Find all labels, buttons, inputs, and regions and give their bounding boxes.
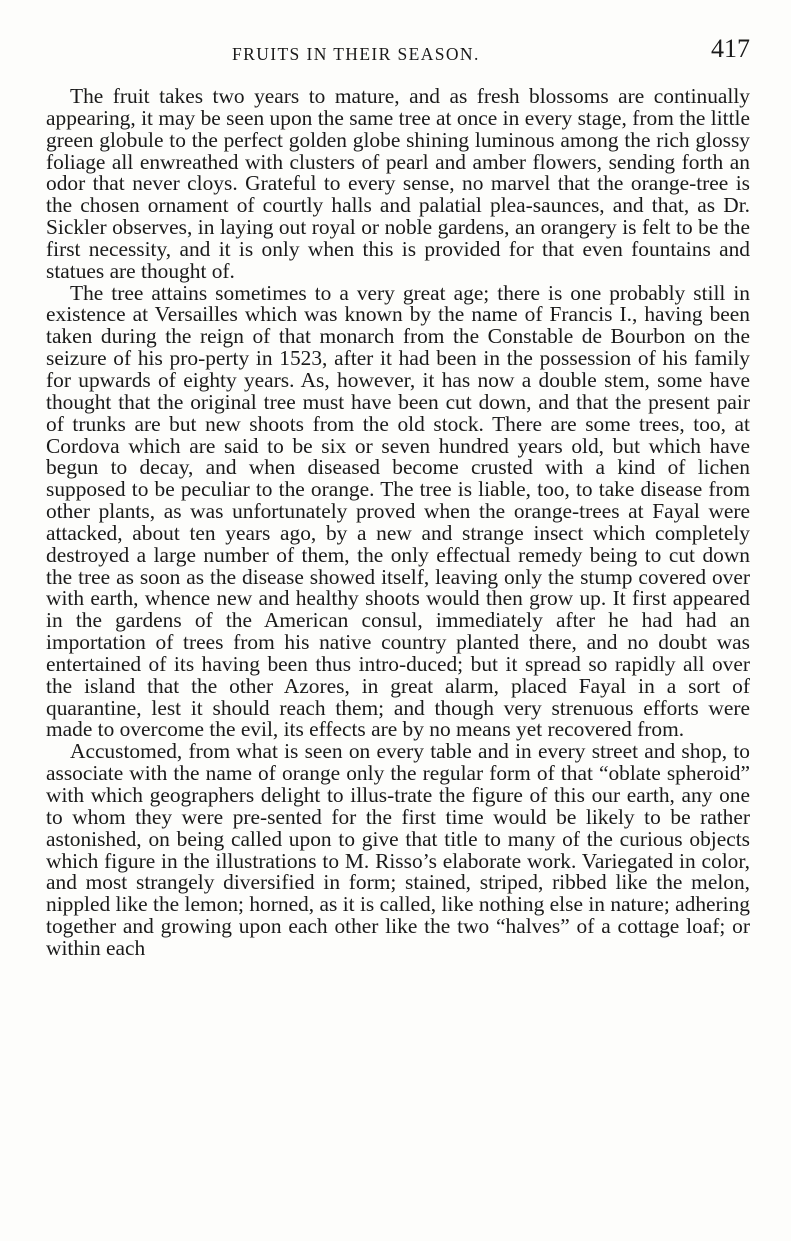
running-title: FRUITS IN THEIR SEASON. xyxy=(232,44,480,64)
paragraph: Accustomed, from what is seen on every table and in every street and shop, to associate with the name of orange only the regular form of that “oblate spheroid” with which geographers delight to illus-trate the figure of this our earth, any one to whom they were pre-sented for the first time would be likely to be rather astonished, on being called upon to give that title to many of the curious objects which figure in the illustrations to M. Risso’s elaborate work. Variegated in color, and most strangely diversified in form; stained, striped, ribbed like the melon, nippled like the lemon; horned, as it is called, like nothing else in nature; adhering together and growing upon each other like the two “halves” of a cottage loaf; or within each xyxy=(46,739,750,960)
page-number: 417 xyxy=(711,34,750,63)
paragraph: The fruit takes two years to mature, and as fresh blossoms are continually appearing, it may be seen upon the same tree at once in every stage, from the little green globule to the perfect golden globe shining luminous among the rich glossy foliage all enwreathed with clusters of pearl and amber flowers, sending forth an odor that never cloys. Grateful to every sense, no marvel that the orange-tree is the chosen ornament of courtly halls and palatial plea-saunces, and that, as Dr. Sickler observes, in laying out royal or noble gardens, an orangery is felt to be the first necessity, and it is only when this is provided for that even fountains and statues are thought of. xyxy=(46,84,750,283)
paragraph: The tree attains sometimes to a very great age; there is one probably still in existence at Versailles which was known by the name of Francis I., having been taken during the reign of that monarch from the Constable de Bourbon on the seizure of his pro-perty in 1523, after it had been in the possession of his family for upwards of eighty years. As, however, it has now a double stem, some have thought that the original tree must have been cut down, and that the present pair of trunks are but new shoots from the old stock. There are some trees, too, at Cordova which are said to be six or seven hundred years old, but which have begun to decay, and when diseased become crusted with a kind of lichen supposed to be peculiar to the orange. The tree is liable, too, to take disease from other plants, as was unfortunately proved when the orange-trees at Fayal were attacked, about ten years ago, by a new and strange insect which completely destroyed a large number of them, the only effectual remedy being to cut down the tree as soon as the disease showed itself, leaving only the stump covered over with earth, whence new and healthy shoots would then grow up. It first appeared in the gardens of the American consul, immediately after he had had an importation of trees from his native country planted there, and no doubt was entertained of its having been thus intro-duced; but it spread so rapidly all over the island that the other Azores, in great alarm, placed Fayal in a sort of quarantine, lest it should reach them; and though very strenuous efforts were made to overcome the evil, its effects are by no means yet recovered from. xyxy=(46,280,750,742)
body-text xyxy=(46,86,750,960)
running-head xyxy=(46,34,750,74)
